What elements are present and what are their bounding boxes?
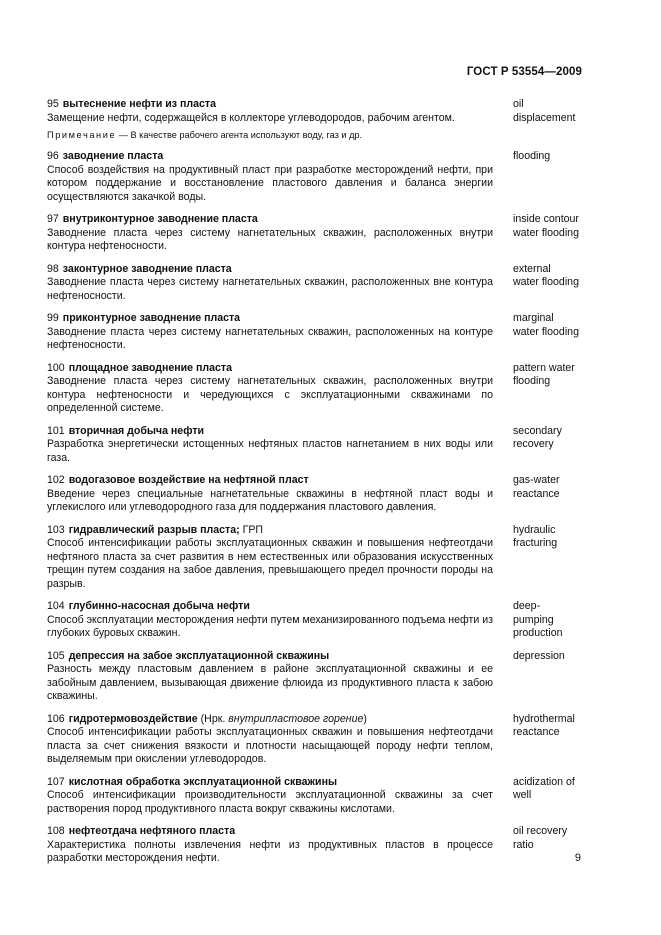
term-english — [513, 362, 587, 389]
term-english-line: inside contour — [513, 213, 579, 225]
term-entry — [47, 213, 587, 254]
term-row — [47, 425, 587, 466]
term-english-line: gas-water — [513, 474, 560, 486]
term-title: вытеснение нефти из пласта — [62, 98, 217, 110]
term-russian — [47, 650, 493, 704]
term-english-line: reactance — [513, 487, 560, 500]
term-number: 95 — [47, 98, 59, 110]
term-number: 96 — [47, 150, 59, 162]
term-english-line: flooding — [513, 375, 551, 387]
term-definition: Способ интенсификации работы эксплуатационных скважин и повышения нефтеотдачи нефтяного пласта за счет развития в нем естественных или образования искусственных трещин путем создания на забое давления, превышающего предел прочности породы на разрыв. — [47, 537, 493, 590]
term-english — [513, 650, 587, 664]
term-number: 106 — [47, 712, 65, 725]
term-row — [47, 825, 587, 866]
term-english-line: recovery — [513, 438, 554, 450]
term-entry — [47, 150, 587, 204]
term-english-line: external — [513, 262, 551, 275]
term-title: вторичная добыча нефти — [68, 424, 205, 437]
term-english-line: water flooding — [513, 276, 579, 288]
term-definition: Замещение нефти, содержащейся в коллекторе углеводородов, рабочим агентом. — [47, 111, 455, 124]
term-russian — [47, 776, 493, 817]
term-russian — [47, 600, 493, 641]
term-note — [47, 129, 587, 141]
term-english-line: production — [513, 627, 563, 639]
term-row — [47, 98, 587, 125]
term-heading — [47, 425, 493, 439]
term-heading — [47, 776, 493, 790]
term-title: приконтурное заводнение пласта — [62, 312, 241, 324]
term-english — [513, 713, 587, 740]
term-english-line: deep- — [513, 600, 541, 612]
term-definition: Разность между пластовым давлением в районе эксплуатационной скважины и ее забойным давлением, вызывающая движение флюида из продуктивного пласта к забою скважины. — [47, 663, 493, 702]
term-entry — [47, 650, 587, 704]
term-number: 105 — [47, 649, 65, 662]
term-english — [513, 474, 587, 501]
term-heading — [47, 150, 493, 164]
term-definition: Заводнение пласта через систему нагнетательных скважин, расположенных внутри контура нефтеносности и чередующихся с эксплуатационными скважинами по определенной системе. — [47, 375, 493, 414]
term-english — [513, 524, 587, 551]
note-label: Примечание — [47, 130, 117, 140]
term-definition: Заводнение пласта через систему нагнетательных скважин, расположенных вне контура нефтеносности. — [47, 276, 493, 302]
term-english — [513, 312, 587, 339]
term-definition: Введение через специальные нагнетательные скважины в нефтяной пласт воды и углекислого или углеводородного газа для поддержания пластового давления. — [47, 487, 493, 513]
term-english-line: marginal — [513, 312, 554, 324]
term-definition: Заводнение пласта через систему нагнетательных скважин, расположенных внутри контура нефтеносности. — [47, 226, 493, 252]
term-english — [513, 600, 587, 641]
term-title: глубинно-насосная добыча нефти — [68, 600, 250, 612]
term-english-line: secondary — [513, 424, 562, 437]
term-english-line: reactance — [513, 726, 560, 738]
term-english-line: displacement — [513, 111, 576, 124]
term-english-line: fracturing — [513, 537, 558, 549]
term-entry — [47, 98, 587, 141]
term-english-line: ratio — [513, 838, 534, 851]
term-english-line: water flooding — [513, 325, 579, 338]
term-russian — [47, 150, 493, 204]
term-heading — [47, 600, 493, 614]
term-definition: Способ воздействия на продуктивный пласт при разработке месторождений нефти, при котором поддержание и восстановление пластового давления и баланса энергии осуществляются закачкой воды. — [47, 163, 493, 203]
term-entry — [47, 776, 587, 817]
term-english-line: pumping — [513, 613, 554, 626]
term-english-line: oil recovery — [513, 825, 568, 837]
term-title: гидротермовоздействие — [68, 712, 198, 725]
term-definition: Заводнение пласта через систему нагнетательных скважин, расположенных на контуре нефтеносности. — [47, 325, 493, 351]
term-russian — [47, 825, 493, 866]
term-russian — [47, 98, 493, 125]
term-english-line: hydrothermal — [513, 712, 575, 725]
term-heading — [47, 825, 493, 839]
note-text: — В качестве рабочего агента используют воду, газ и др. — [116, 130, 363, 140]
term-definition: Характеристика полноты извлечения нефти из продуктивных пластов в процессе разработки месторождения нефти. — [47, 838, 493, 864]
term-row — [47, 600, 587, 641]
term-row — [47, 776, 587, 817]
term-row — [47, 474, 587, 515]
term-english — [513, 150, 587, 164]
term-english — [513, 98, 587, 125]
term-number: 104 — [47, 600, 65, 612]
term-heading — [47, 474, 493, 488]
term-english-line: water flooding — [513, 226, 579, 239]
term-english-line: oil — [513, 98, 524, 110]
term-title: водогазовое воздействие на нефтяной пласт — [68, 474, 309, 486]
term-row — [47, 150, 587, 204]
term-english — [513, 825, 587, 852]
term-synonym: ГРП — [239, 523, 264, 536]
term-english — [513, 425, 587, 452]
term-heading — [47, 524, 493, 538]
term-row — [47, 312, 587, 353]
term-number: 98 — [47, 262, 59, 275]
term-entry — [47, 524, 587, 592]
term-heading — [47, 650, 493, 664]
term-number: 108 — [47, 825, 65, 837]
terms-list — [47, 98, 587, 875]
document-code: ГОСТ Р 53554—2009 — [466, 66, 582, 78]
term-heading — [47, 263, 493, 277]
term-russian — [47, 524, 493, 592]
term-english-line: acidization of — [513, 775, 575, 788]
term-russian — [47, 312, 493, 353]
term-title: депрессия на забое эксплуатационной скважины — [68, 649, 330, 662]
page-number: 9 — [574, 852, 581, 864]
term-heading — [47, 713, 493, 727]
term-entry — [47, 474, 587, 515]
term-russian — [47, 474, 493, 515]
term-title: законтурное заводнение пласта — [62, 262, 232, 275]
term-english-line: hydraulic — [513, 523, 556, 536]
term-title: заводнение пласта — [62, 150, 164, 162]
term-entry — [47, 600, 587, 641]
term-title: площадное заводнение пласта — [68, 361, 233, 374]
term-number: 107 — [47, 775, 65, 788]
term-row — [47, 650, 587, 704]
term-number: 101 — [47, 424, 65, 437]
term-entry — [47, 362, 587, 416]
term-synonym: (Нрк. — [197, 712, 229, 725]
term-english-line: depression — [513, 649, 565, 662]
term-russian — [47, 425, 493, 466]
term-entry — [47, 825, 587, 866]
term-definition: Способ интенсификации производительности эксплуатационной скважины за счет растворения пород продуктивного пласта вокруг скважины кислотами. — [47, 789, 493, 815]
term-row — [47, 263, 587, 304]
term-entry — [47, 425, 587, 466]
term-entry — [47, 713, 587, 767]
term-number: 103 — [47, 523, 65, 536]
term-title: гидравлический разрыв пласта; — [68, 523, 240, 536]
term-number: 102 — [47, 474, 65, 486]
term-heading — [47, 98, 493, 112]
term-english — [513, 263, 587, 290]
term-english-line: pattern water — [513, 361, 575, 374]
term-russian — [47, 263, 493, 304]
term-number: 97 — [47, 213, 59, 225]
term-title: кислотная обработка эксплуатационной скважины — [68, 775, 338, 788]
term-english — [513, 776, 587, 803]
term-number: 100 — [47, 361, 65, 374]
term-heading — [47, 213, 493, 227]
term-deprecated: внутрипластовое горение — [228, 712, 364, 725]
term-definition: Разработка энергетически истощенных нефтяных пластов нагнетанием в них воды или газа. — [47, 438, 493, 464]
term-definition: Способ эксплуатации месторождения нефти путем механизированного подъема нефти из глубоких буровых скважин. — [47, 613, 493, 639]
term-entry — [47, 312, 587, 353]
term-russian — [47, 713, 493, 767]
term-row — [47, 713, 587, 767]
term-russian — [47, 213, 493, 254]
term-heading — [47, 362, 493, 376]
term-row — [47, 524, 587, 592]
term-synonym-tail: ) — [363, 712, 367, 725]
term-russian — [47, 362, 493, 416]
term-definition: Способ интенсификации работы эксплуатационных скважин и повышения нефтеотдачи пласта за счет снижения вязкости и плотности насыщающей породу нефти теплом, выделяемым при окислении углеводородов. — [47, 726, 493, 765]
term-row — [47, 362, 587, 416]
term-row — [47, 213, 587, 254]
term-english-line: flooding — [513, 150, 551, 162]
term-title: внутриконтурное заводнение пласта — [62, 213, 258, 225]
term-english — [513, 213, 587, 240]
term-number: 99 — [47, 312, 59, 324]
term-entry — [47, 263, 587, 304]
term-english-line: well — [513, 789, 532, 801]
term-title: нефтеотдача нефтяного пласта — [68, 825, 236, 837]
term-heading — [47, 312, 493, 326]
